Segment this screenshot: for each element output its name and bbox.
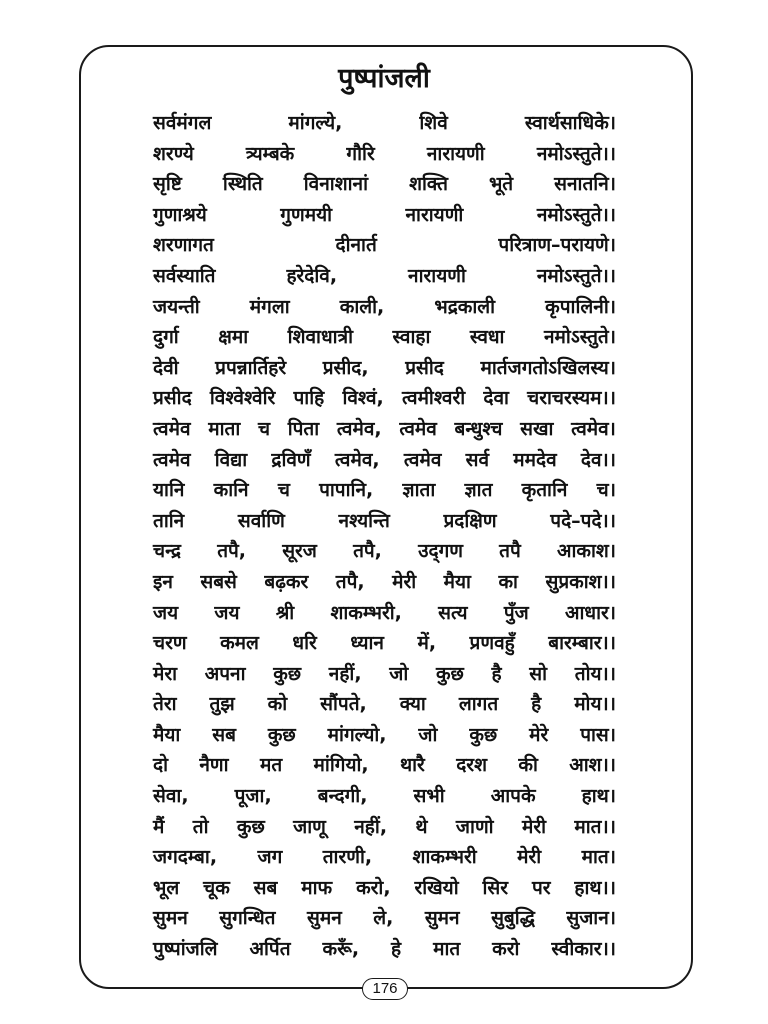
verse-line: [153, 169, 616, 200]
verse-line: [153, 353, 616, 384]
verse-word: चन्द्र: [153, 540, 182, 563]
verse-word: स्थिति: [222, 173, 263, 196]
verse-word: करो: [492, 938, 520, 961]
verse-word: परित्राण–परायणे।: [498, 234, 616, 257]
verse-word: सिर: [482, 876, 509, 899]
verse-word: का: [498, 570, 518, 593]
verse-word: तो: [192, 815, 209, 838]
verse-word: तुझ: [209, 693, 235, 716]
verse-word: गुणमयी: [280, 203, 333, 226]
verse-line: [153, 659, 616, 690]
verse-word: प्रदक्षिण: [443, 509, 497, 532]
verse-word: गौरि: [346, 142, 375, 165]
verse-line: [153, 261, 616, 292]
verse-word: त्वमीश्वरी: [401, 387, 466, 410]
verse-word: नहीं,: [328, 662, 362, 685]
verse-word: त्र्यम्बके: [245, 142, 295, 165]
verse-line: [153, 230, 616, 261]
verse-word: विनाशानां: [303, 173, 369, 196]
verse-word: मेरी: [392, 570, 417, 593]
verse-word: नारायणी: [408, 264, 466, 287]
verse-line: [153, 108, 616, 139]
verse-word: धरि: [292, 632, 317, 655]
verse-word: माफ: [301, 876, 333, 899]
verse-word: स्वाहा: [392, 326, 431, 349]
verse-word: उद्‌गण: [418, 540, 463, 563]
verse-word: दो: [153, 754, 169, 777]
verse-word: देव।।: [580, 448, 616, 471]
verse-word: सबसे: [200, 570, 237, 593]
verse-line: [153, 689, 616, 720]
verse-word: सुमन: [306, 907, 342, 930]
verse-word: थे: [415, 815, 428, 838]
verse-word: शाकम्भरी: [412, 846, 477, 869]
verse-word: में,: [417, 632, 437, 655]
verse-word: तेरा: [153, 693, 177, 716]
verse-line: [153, 322, 616, 353]
verse-word: सेवा,: [153, 785, 189, 808]
verse-word: स्वार्थसाधिके।: [524, 112, 616, 134]
verse-word: भूल: [153, 876, 180, 899]
verse-word: मैया: [153, 723, 181, 746]
verse-word: शिवाधात्री: [287, 326, 353, 349]
verse-line: [153, 781, 616, 812]
verse-word: तपै: [499, 540, 521, 563]
verse-word: बन्धुश्च: [454, 417, 503, 440]
verse-word: कृपालिनी।: [545, 295, 616, 318]
verse-word: स्वधा: [469, 326, 505, 349]
verse-word: जो: [418, 723, 438, 746]
verse-word: है: [531, 693, 542, 716]
page-number: 176: [362, 978, 408, 1000]
verse-word: क्षमा: [218, 326, 249, 349]
verse-line: [153, 842, 616, 873]
verse-word: बारम्बार।।: [548, 632, 616, 655]
verse-line: [153, 720, 616, 751]
verse-word: को: [267, 693, 288, 716]
verse-word: सुजान।: [566, 907, 616, 930]
verse-word: मांगियो,: [313, 754, 369, 777]
verse-word: गुणाश्रये: [153, 203, 207, 226]
verse-word: त्वमेव: [403, 448, 442, 471]
verse-word: मेरा: [153, 662, 178, 685]
verse-word: श्री: [275, 601, 295, 624]
verse-word: इन: [153, 570, 173, 593]
page-title: पुष्पांजली: [338, 63, 430, 94]
verse-word: बढ़कर: [264, 570, 309, 593]
verse-word: कुछ: [273, 662, 302, 685]
verse-word: पुँज: [503, 601, 529, 624]
verse-word: च: [257, 417, 271, 440]
verse-word: कुछ: [267, 723, 296, 746]
verse-word: मांगल्ये,: [288, 112, 343, 134]
verse-word: सुगन्धित: [219, 907, 276, 930]
verse-line: [153, 934, 616, 965]
verse-word: माता: [208, 417, 241, 440]
verse-word: हरेदेवि,: [286, 264, 338, 287]
verse-word: दुर्गा: [153, 326, 179, 349]
verse-word: ध्यान: [350, 632, 384, 655]
verse-word: मंगला: [249, 295, 290, 318]
verse-word: आकाश।: [556, 540, 616, 563]
verse-word: त्वमेव,: [334, 448, 380, 471]
verse-block: [153, 108, 616, 965]
verse-word: पापानि,: [319, 479, 374, 502]
verse-word: त्वमेव: [399, 417, 437, 440]
verse-word: प्रपन्नार्तिहरे: [215, 356, 287, 379]
verse-word: सुमन: [153, 907, 188, 930]
verse-word: सुबुद्धि: [491, 907, 535, 930]
verse-word: नमोऽस्तुते।।: [536, 142, 616, 165]
verse-word: चरण: [153, 632, 187, 655]
verse-word: देवी: [153, 356, 179, 379]
verse-word: चूक: [203, 876, 230, 899]
verse-word: करो,: [356, 876, 391, 899]
verse-word: मात।: [581, 846, 616, 869]
verse-word: प्रसीद: [153, 387, 192, 410]
verse-word: रखियो: [414, 876, 459, 899]
verse-word: नारायणी: [405, 203, 464, 226]
verse-word: दीनार्त: [335, 234, 377, 257]
verse-word: तपै,: [335, 570, 365, 593]
verse-word: जाणो: [455, 815, 494, 838]
verse-word: शरण्ये: [153, 142, 194, 165]
verse-line: [153, 598, 616, 629]
verse-line: [153, 812, 616, 843]
verse-word: सर्व: [465, 448, 490, 471]
verse-word: जयन्ती: [153, 295, 200, 318]
verse-word: हाथ।।: [574, 876, 616, 899]
verse-word: थारै: [399, 754, 425, 777]
verse-word: शिवे: [419, 112, 448, 134]
verse-word: मत: [259, 754, 283, 777]
verse-word: तपै,: [353, 540, 382, 563]
verse-word: सनातनि।: [554, 173, 616, 196]
verse-word: विश्वं,: [342, 387, 384, 410]
verse-word: प्रणवहुँ: [469, 632, 515, 655]
verse-word: दरश: [456, 754, 487, 777]
verse-word: ममदेव: [513, 448, 557, 471]
verse-word: क्या: [399, 693, 426, 716]
verse-word: नैणा: [199, 754, 229, 777]
verse-word: पास।: [580, 723, 616, 746]
verse-word: प्रसीद,: [322, 356, 369, 379]
verse-word: है: [491, 662, 502, 685]
verse-word: कुछ: [435, 662, 464, 685]
verse-word: सूरज: [282, 540, 317, 563]
verse-word: कृतानि: [521, 479, 568, 502]
verse-word: मांगल्यो,: [327, 723, 387, 746]
verse-word: तारणी,: [322, 846, 373, 869]
verse-word: पिता: [287, 417, 320, 440]
verse-word: जय: [214, 601, 240, 624]
verse-word: सर्वस्याति: [153, 264, 216, 287]
verse-word: मोय।।: [574, 693, 616, 716]
verse-word: मात: [433, 938, 461, 961]
verse-word: आपके: [490, 785, 536, 808]
verse-word: विश्वेश्वेरि: [209, 387, 276, 410]
verse-word: प्रसीद: [405, 356, 444, 379]
verse-word: कानि: [213, 479, 249, 502]
verse-word: सत्य: [438, 601, 468, 624]
verse-word: कुछ: [236, 815, 265, 838]
verse-word: जय: [153, 601, 179, 624]
verse-word: मेरी: [521, 815, 547, 838]
verse-word: तानि: [153, 509, 185, 532]
verse-word: कमल: [220, 632, 259, 655]
verse-word: सखा: [520, 417, 554, 440]
verse-line: [153, 567, 616, 598]
verse-line: [153, 628, 616, 659]
verse-word: चराचरस्यम।।: [527, 387, 616, 410]
verse-word: सुमन: [424, 907, 460, 930]
verse-word: जग: [257, 846, 283, 869]
verse-word: सो: [529, 662, 548, 685]
verse-word: सौंपते,: [320, 693, 367, 716]
verse-word: की: [518, 754, 538, 777]
verse-word: नमोऽस्तुते।।: [536, 264, 616, 287]
verse-word: मेरी: [517, 846, 542, 869]
verse-word: ज्ञात: [464, 479, 493, 502]
verse-word: जाणू: [293, 815, 326, 838]
verse-word: पुष्पांजलि: [153, 938, 218, 961]
verse-word: पाहि: [293, 387, 325, 410]
verse-word: पदे–पदे।।: [550, 509, 616, 532]
verse-line: [153, 873, 616, 904]
verse-line: [153, 383, 616, 414]
verse-word: लागत: [458, 693, 499, 716]
verse-word: तपै,: [217, 540, 247, 563]
verse-word: नारायणी: [426, 142, 485, 165]
verse-word: शरणागत: [153, 234, 214, 257]
verse-word: भद्रकाली: [434, 295, 496, 318]
verse-word: सर्वमंगल: [153, 112, 212, 134]
verse-word: त्वमेव: [153, 417, 191, 440]
verse-line: [153, 200, 616, 231]
verse-word: हे: [391, 938, 402, 961]
verse-word: सुप्रकाश।।: [545, 570, 616, 593]
verse-word: जगदम्बा,: [153, 846, 218, 869]
verse-word: शक्ति: [409, 173, 448, 196]
verse-word: त्वमेव,: [336, 417, 382, 440]
verse-word: मैया: [443, 570, 471, 593]
verse-line: [153, 506, 616, 537]
verse-line: [153, 139, 616, 170]
verse-word: आधार।: [564, 601, 616, 624]
verse-word: काली,: [339, 295, 385, 318]
verse-word: अपना: [204, 662, 246, 685]
verse-word: कुछ: [469, 723, 498, 746]
verse-word: सर्वाणि: [237, 509, 285, 532]
verse-word: पर: [531, 876, 551, 899]
verse-word: च: [277, 479, 290, 502]
verse-word: सृष्टि: [153, 173, 182, 196]
verse-word: करूँ,: [322, 938, 360, 961]
verse-word: ज्ञाता: [402, 479, 436, 502]
verse-word: सभी: [413, 785, 445, 808]
verse-line: [153, 750, 616, 781]
verse-line: [153, 903, 616, 934]
verse-word: मार्तजगतोऽखिलस्य।: [480, 356, 616, 379]
verse-line: [153, 536, 616, 567]
verse-word: ले,: [373, 907, 394, 930]
verse-word: त्वमेव: [153, 448, 191, 471]
verse-word: भूते: [488, 173, 514, 196]
verse-word: बन्दगी,: [317, 785, 368, 808]
verse-word: द्रविणँ: [271, 448, 311, 471]
verse-word: त्वमेव।: [571, 417, 616, 440]
verse-word: मैं: [153, 815, 165, 838]
verse-word: नश्यन्ति: [338, 509, 390, 532]
verse-word: अर्पित: [249, 938, 291, 961]
verse-word: सब: [212, 723, 236, 746]
verse-word: यानि: [153, 479, 185, 502]
verse-word: स्वीकार।।: [551, 938, 616, 961]
verse-word: मात।।: [574, 815, 616, 838]
verse-word: सब: [253, 876, 278, 899]
verse-word: च।: [596, 479, 616, 502]
verse-line: [153, 292, 616, 323]
verse-word: विद्या: [214, 448, 248, 471]
verse-line: [153, 475, 616, 506]
verse-word: शाकम्भरी,: [330, 601, 402, 624]
verse-word: नहीं,: [354, 815, 388, 838]
verse-word: आश।।: [569, 754, 616, 777]
verse-word: देवा: [483, 387, 509, 410]
verse-line: [153, 445, 616, 476]
verse-word: मेरे: [529, 723, 549, 746]
verse-line: [153, 414, 616, 445]
verse-word: तोय।।: [574, 662, 616, 685]
verse-word: नमोऽस्तुते।: [544, 326, 616, 349]
verse-word: जो: [389, 662, 409, 685]
verse-word: पूजा,: [234, 785, 272, 808]
verse-word: हाथ।: [581, 785, 616, 808]
verse-word: नमोऽस्तुते।।: [536, 203, 616, 226]
